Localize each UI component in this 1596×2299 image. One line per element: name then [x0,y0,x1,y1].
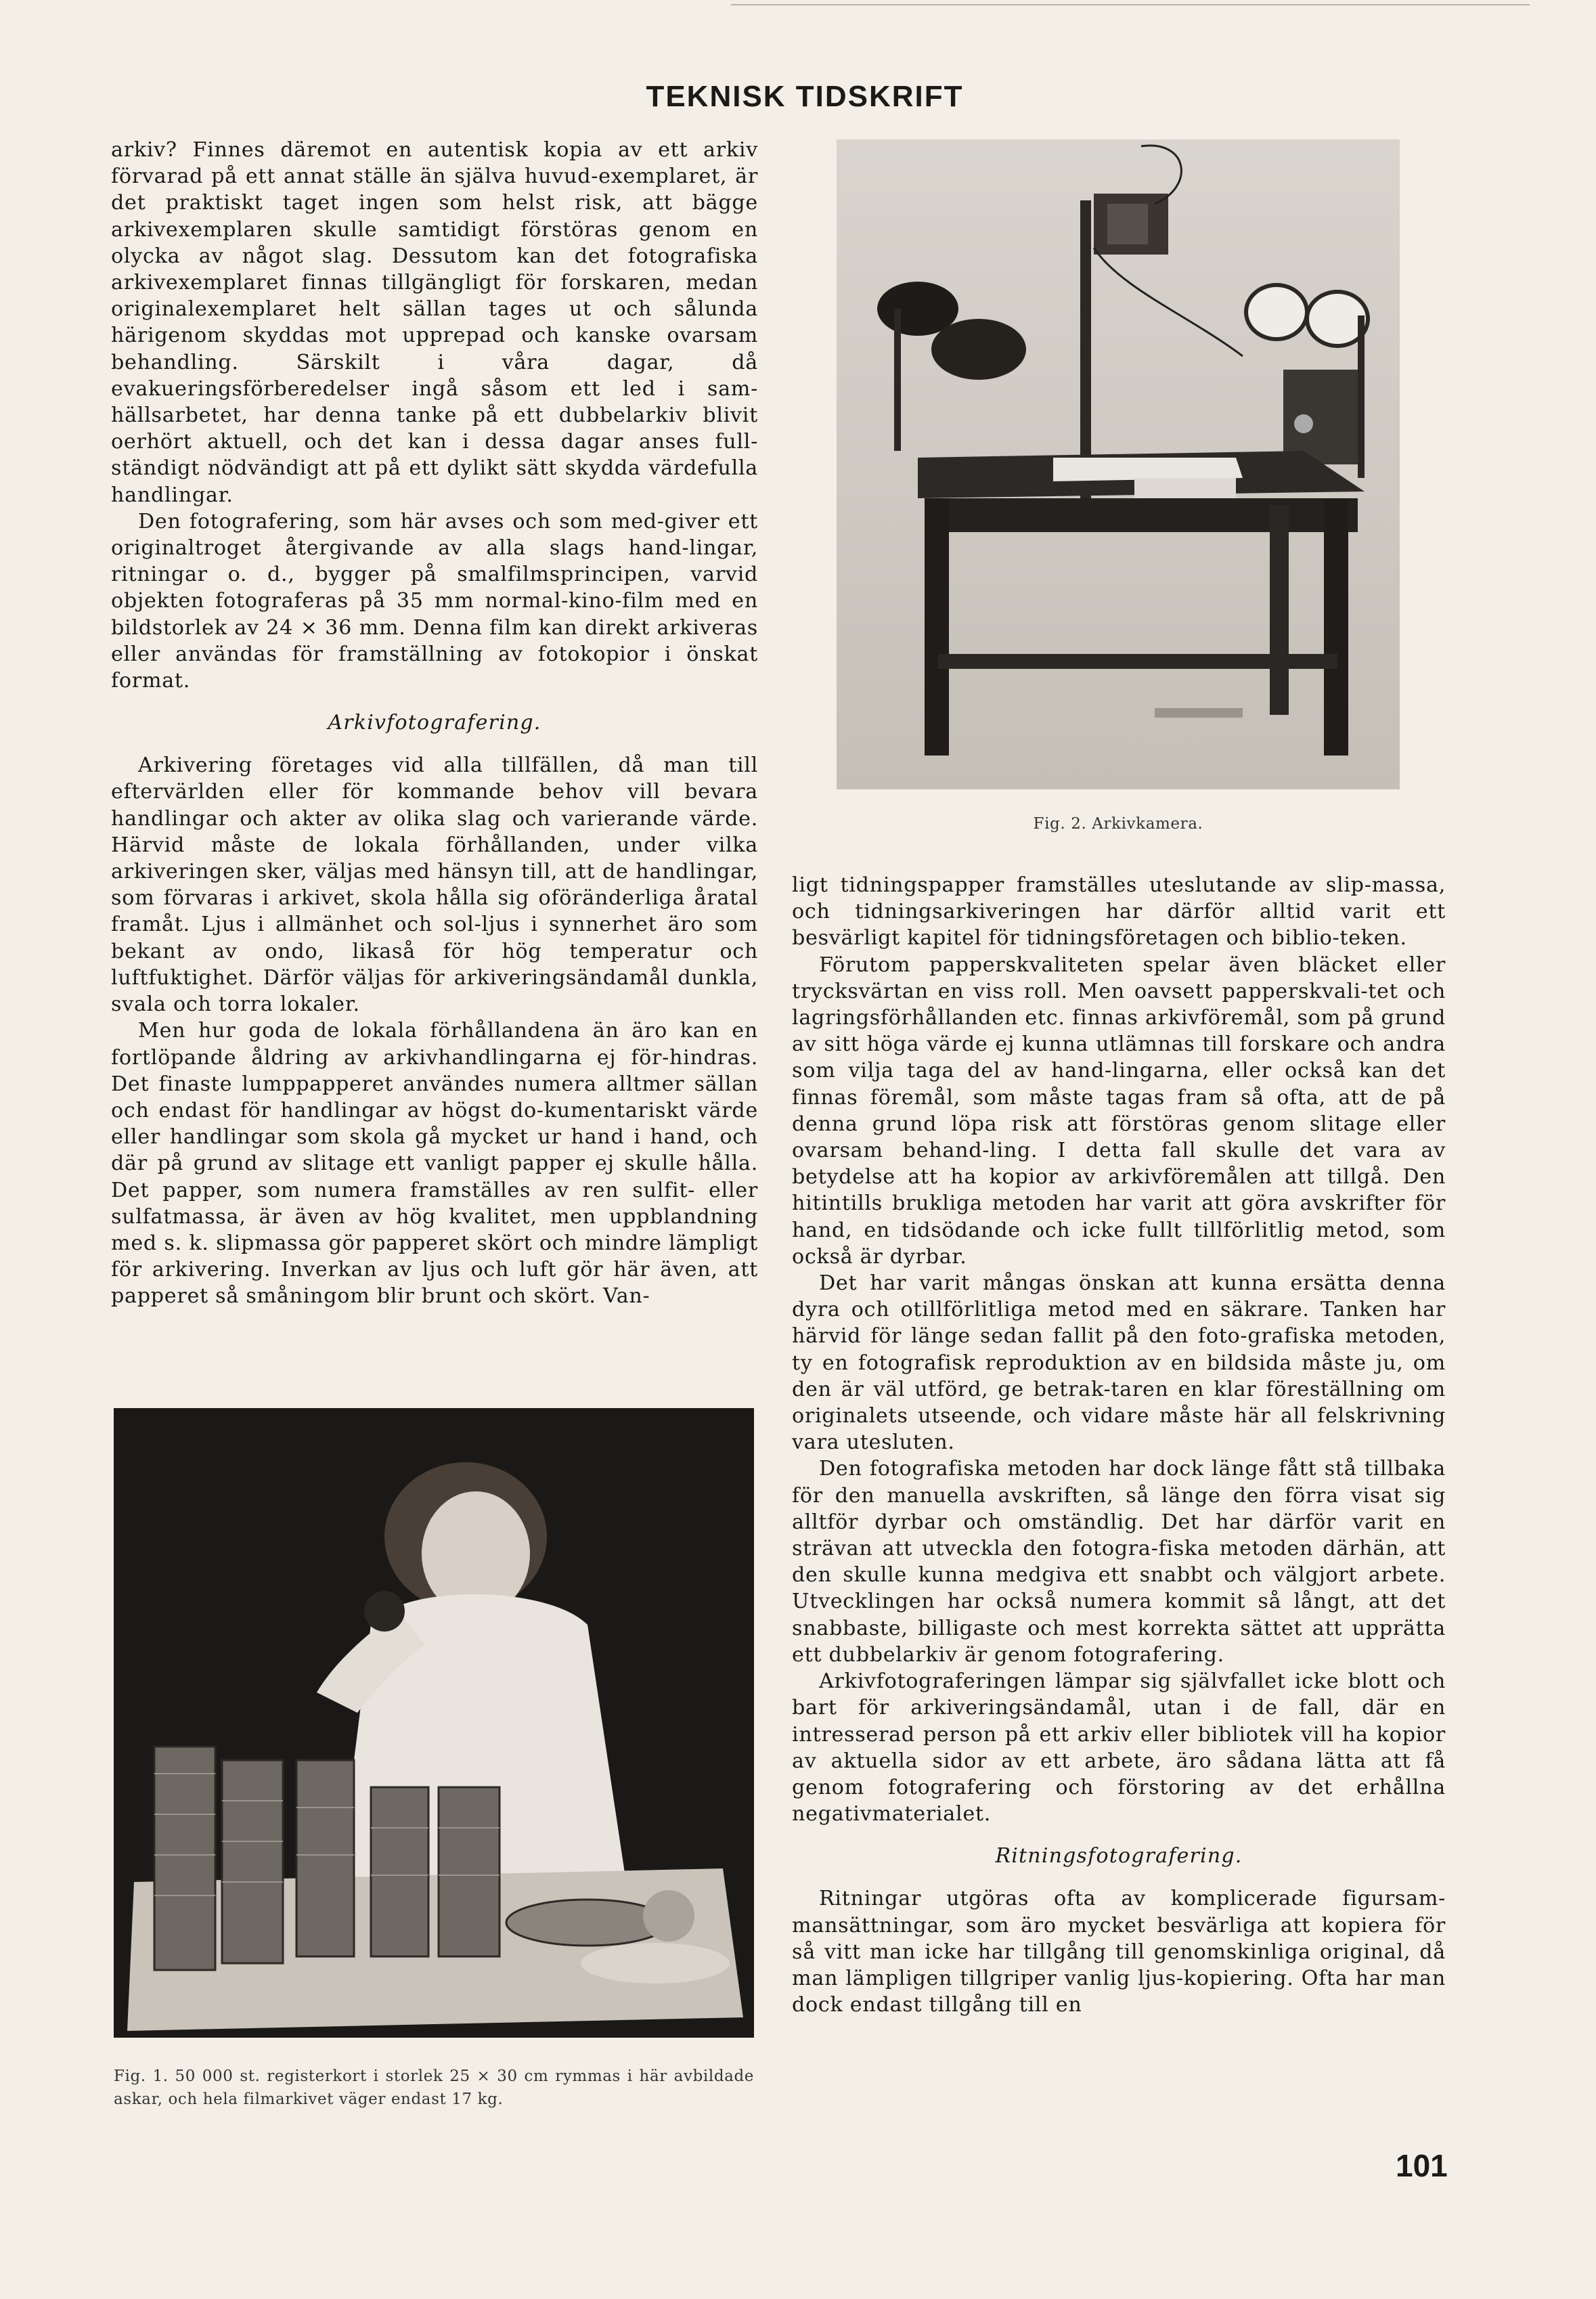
section-heading: Arkivfotografering. [328,711,541,735]
paragraph: Den fotografering, som här avses och som med-giver ett originaltroget återgivande av alla slags hand-lingar, ritningar o. d., bygger på smalfilmsprincipen, varvid objekten fotograferas på 35 mm normal-kino-film med en bildstorlek av 24 × 36 mm. Denna film kan direkt arkiveras eller användas för framställning av fotokopior i önskat format. [111,509,758,693]
film-archive-photo [114,1408,754,2038]
figure-film-archive [114,1408,754,2038]
figure-1-caption: Fig. 1. 50 000 st. registerkort i storlek 25 × 30 cm rymmas i här avbildade askar, och hela filmarkivet väger endast 17 kg. [114,2067,754,2108]
top-rule [731,4,1530,5]
journal-header: TEKNISK TIDSKRIFT [646,80,964,113]
paragraph: ligt tidningspapper framställes uteslutande av slip-massa, och tidningsarkiveringen har därför alltid varit ett besvärligt kapitel för tidningsföretagen och biblio-teken. [792,873,1446,950]
paragraph: Den fotografiska metoden har dock länge fått stå tillbaka för den manuella avskriften, så länge den förra visat sig alltför dyrbar och omständlig. Det har därför varit en strävan att utveckla den fotogra-fiska metoden därhän, att den skulle kunna medgiva ett snabbt och välgjort arbete. Utvecklingen har också numera kommit så långt, att det snabbaste, billigaste och mest korrekta sättet att upprätta ett dubbelarkiv är genom fotografering. [792,1457,1446,1667]
figure-archive-camera [837,139,1400,789]
paragraph: Det har varit mångas önskan att kunna ersätta denna dyra och otillförlitliga metod med en säkrare. Tanken har härvid för länge sedan fallit på den foto-grafiska metoden, ty en fotografisk reproduktion av en bildsida måste ju, om den är väl utförd, ge betrak-taren en klar föreställning om originalets utseende, och vidare måste här all felskrivning vara utesluten. [792,1271,1446,1455]
archive-camera-photo [837,139,1400,789]
paragraph: Arkivering företages vid alla tillfällen, då man till eftervärlden eller för kommande behov vill bevara handlingar och akter av olika slag och varierande värde. Härvid måste de lokala förhållanden, under vilka arkiveringen sker, väljas med hänsyn till, att de handlingar, som förvaras i arkivet, skola hålla sig oföränderliga åratal framåt. Ljus i allmänhet och sol-ljus i synnerhet äro som bekant av ondo, likaså för hög temperatur och luftfuktighet. Därför väljas för arkiveringsändamål dunkla, svala och torra lokaler. [111,753,758,1017]
paragraph: Arkivfotograferingen lämpar sig självfallet icke blott och bart för arkiveringsändamål, utan i de fall, där en intresserad person på ett arkiv eller bibliotek vill ha kopior av aktuella sidor av ett arbete, äro sådana lätta att få genom fotografering och förstoring av det erhållna negativmaterialet. [792,1669,1446,1826]
left-column [111,137,758,1310]
paragraph: Förutom papperskvaliteten spelar även bläcket eller trycksvärtan en viss roll. Men oavsett papperskvali-tet och lagringsförhållanden etc. finnas arkivföremål, som på grund av sitt höga värde ej kunna utlämnas till forskare och andra som vilja taga del av hand-lingarna, eller också kan det finnas föremål, som måste tagas fram så ofta, att de på denna grund löpa risk att förstöras genom slitage eller ovarsam behand-ling. I detta fall skulle det vara av betydelse att ha kopior av arkivföremålen att tillgå. Den hitintills brukliga metoden har varit att göra avskrifter för hand, en tidsödande och icke fullt tillförlitlig metod, som också är dyrbar. [792,953,1446,1269]
section-heading: Ritningsfotografering. [995,1844,1243,1868]
right-column [792,872,1446,2018]
paragraph: Ritningar utgöras ofta av komplicerade figursam-mansättningar, som äro mycket besvärliga att kopiera för så vitt man icke har tillgång till genomskinliga original, då man lämpligen tillgriper vanlig ljus-kopiering. Ofta har man dock endast tillgång till en [792,1887,1446,2017]
figure-2-caption: Fig. 2. Arkivkamera. [1033,815,1203,833]
paragraph: arkiv? Finnes däremot en autentisk kopia av ett arkiv förvarad på ett annat ställe än själva huvud-exemplaret, är det praktiskt taget ingen som helst risk, att bägge arkivexemplaren skulle samtidigt förstöras genom en olycka av något slag. Dessutom kan det fotografiska arkivexemplaret finnas tillgängligt för forskaren, medan originalexemplaret helt sällan tages ut och sålunda härigenom skyddas mot upprepad och kanske ovarsam behandling. Särskilt i våra dagar, då evakueringsförberedelser ingå såsom ett led i sam-hällsarbetet, har denna tanke på ett dubbelarkiv blivit oerhört aktuell, och det kan i dessa dagar anses full-ständigt nödvändigt att på ett dylikt sätt skydda värdefulla handlingar. [111,138,758,507]
paragraph: Men hur goda de lokala förhållandena än äro kan en fortlöpande åldring av arkivhandlingarna ej för-hindras. Det finaste lumppapperet användes numera alltmer sällan och endast för handlingar av högst do-kumentariskt värde eller handlingar som skola gå mycket ur hand i hand, och där på grund av slitage ett vanligt papper ej skulle hålla. Det papper, som numera framställes av ren sulfit- eller sulfatmassa, är även av hög kvalitet, men uppblandning med s. k. slipmassa gör papperet skört och mindre lämpligt för arkivering. Inverkan av ljus och luft gör här även, att papperet så småningom blir brunt och skört. Van- [111,1019,758,1309]
page-number: 101 [1396,2148,1448,2183]
